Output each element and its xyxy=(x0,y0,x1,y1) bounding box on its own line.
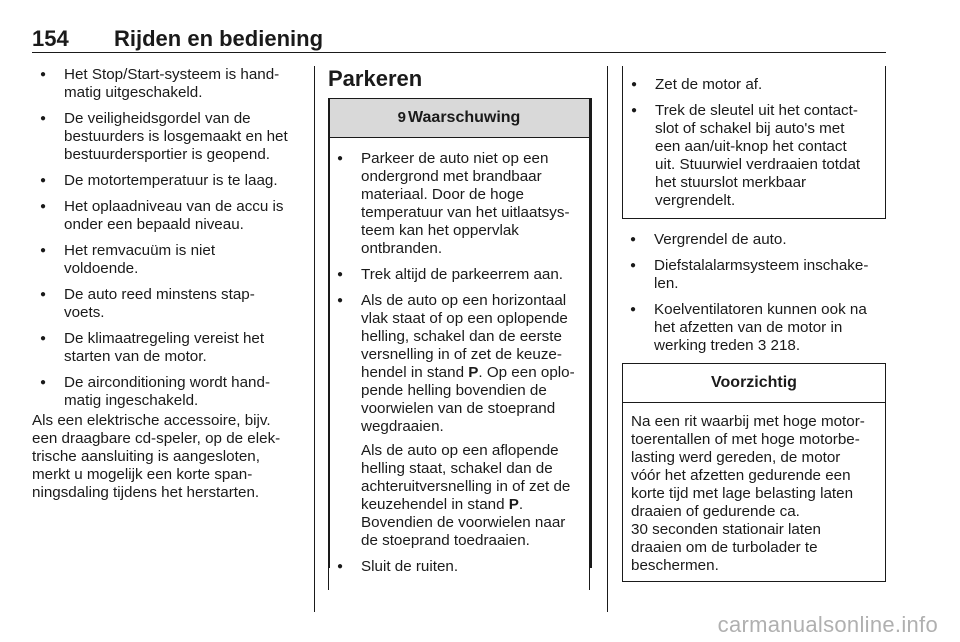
warning-box-continued xyxy=(622,66,886,219)
caution-header xyxy=(623,364,885,403)
page-title: Rijden en bediening xyxy=(114,26,324,51)
caution-body: Na een rit waarbij met hoge motor- toerentallen of met hoge motorbe- lasting werd gereden, de motor vóór het afzetten gedurende een korte tijd met lage belasting laten draaien of gedurende ca. 30 seconden stationair laten draaien om de turbolader te beschermen. xyxy=(631,413,865,574)
list-item: ● Het remvacuüm is niet voldoende. xyxy=(32,242,302,278)
list-item: ● De klimaatregeling vereist het starten van de motor. xyxy=(32,330,302,366)
warning-box-side-right xyxy=(590,98,592,568)
list-item: ● Het oplaadniveau van de accu is onder een bepaald niveau. xyxy=(32,198,302,234)
parking-steps-list xyxy=(622,231,886,355)
column-divider-1 xyxy=(314,66,315,612)
list-item: ● Als de auto op een horizontaal vlak staat of op een oplopende helling, schakel dan de eerste versnelling in of zet de keuze- hendel in stand P. Op een oplo- pende helling bovendien de voorwielen van de stoeprand wegdraaien. Als de auto op een aflopende helling staat, schakel dan de achteruitversnelling in of zet de keuzehendel in stand P. Bovendien de voorwielen naar de stoeprand toedraaien. xyxy=(337,292,581,550)
sub-paragraph: Als de auto op een aflopende helling staat, schakel dan de achteruitversnelling in of zet de keuzehendel in stand P. Bovendien de voorwielen naar de stoeprand toedraaien. xyxy=(361,442,571,549)
warning-header xyxy=(329,99,589,138)
list-item: ● Trek altijd de parkeerrem aan. xyxy=(337,266,581,284)
page-ref-icon: 3 xyxy=(757,337,767,354)
warning-body xyxy=(329,138,589,590)
page-header xyxy=(32,26,886,53)
column-2 xyxy=(328,66,590,590)
list-item: ● Sluit de ruiten. xyxy=(337,558,581,576)
list-item: ● Vergrendel de auto. xyxy=(622,231,886,249)
list-item: ● De auto reed minstens stap- voets. xyxy=(32,286,302,322)
list-item: ● Parkeer de auto niet op een ondergrond met brandbaar materiaal. Door de hoge temperatuur van het uitlaatsys- teem kan het oppervlak ontbranden. xyxy=(337,150,581,258)
condition-list xyxy=(32,66,302,410)
list-item: ● Koelventilatoren kunnen ook na het afzetten van de motor in werking treden 3 218. xyxy=(622,301,886,355)
warning-box-side-left xyxy=(328,98,330,568)
column-3 xyxy=(622,66,886,582)
list-item: ● De airconditioning wordt hand- matig ingeschakeld. xyxy=(32,374,302,410)
warning-box xyxy=(328,98,590,590)
warning-title: Waarschuwing xyxy=(408,109,521,126)
column-divider-2 xyxy=(607,66,608,612)
watermark-text: carmanualsonline.info xyxy=(717,612,938,637)
list-item: ● Trek de sleutel uit het contact- slot of schakel bij auto's met een aan/uit-knop het contact uit. Stuurwiel verdraaien totdat het stuurslot merkbaar vergrendelt. xyxy=(631,102,877,210)
page-number: 154 xyxy=(32,26,69,51)
list-item: ● Diefstalalarmsysteem inschake- len. xyxy=(622,257,886,293)
list-item: ● Het Stop/Start-systeem is hand- matig uitgeschakeld. xyxy=(32,66,302,102)
section-title-parkeren: Parkeren xyxy=(328,66,423,91)
list-item: ● Zet de motor af. xyxy=(631,76,877,94)
column-1 xyxy=(32,66,302,502)
caution-title: Voorzichtig xyxy=(711,374,797,391)
warning-icon: 9 xyxy=(397,109,407,126)
caution-box xyxy=(622,363,886,582)
accessory-paragraph: Als een elektrische accessoire, bijv. een draagbare cd-speler, op de elek- trische aansluiting is aangesloten, merkt u mogelijk een korte span- ningsdaling tijdens het herstarten. xyxy=(32,412,281,501)
list-item: ● De motortemperatuur is te laag. xyxy=(32,172,302,190)
list-item: ● De veiligheidsgordel van de bestuurders is losgemaakt en het bestuurdersportier is geopend. xyxy=(32,110,302,164)
